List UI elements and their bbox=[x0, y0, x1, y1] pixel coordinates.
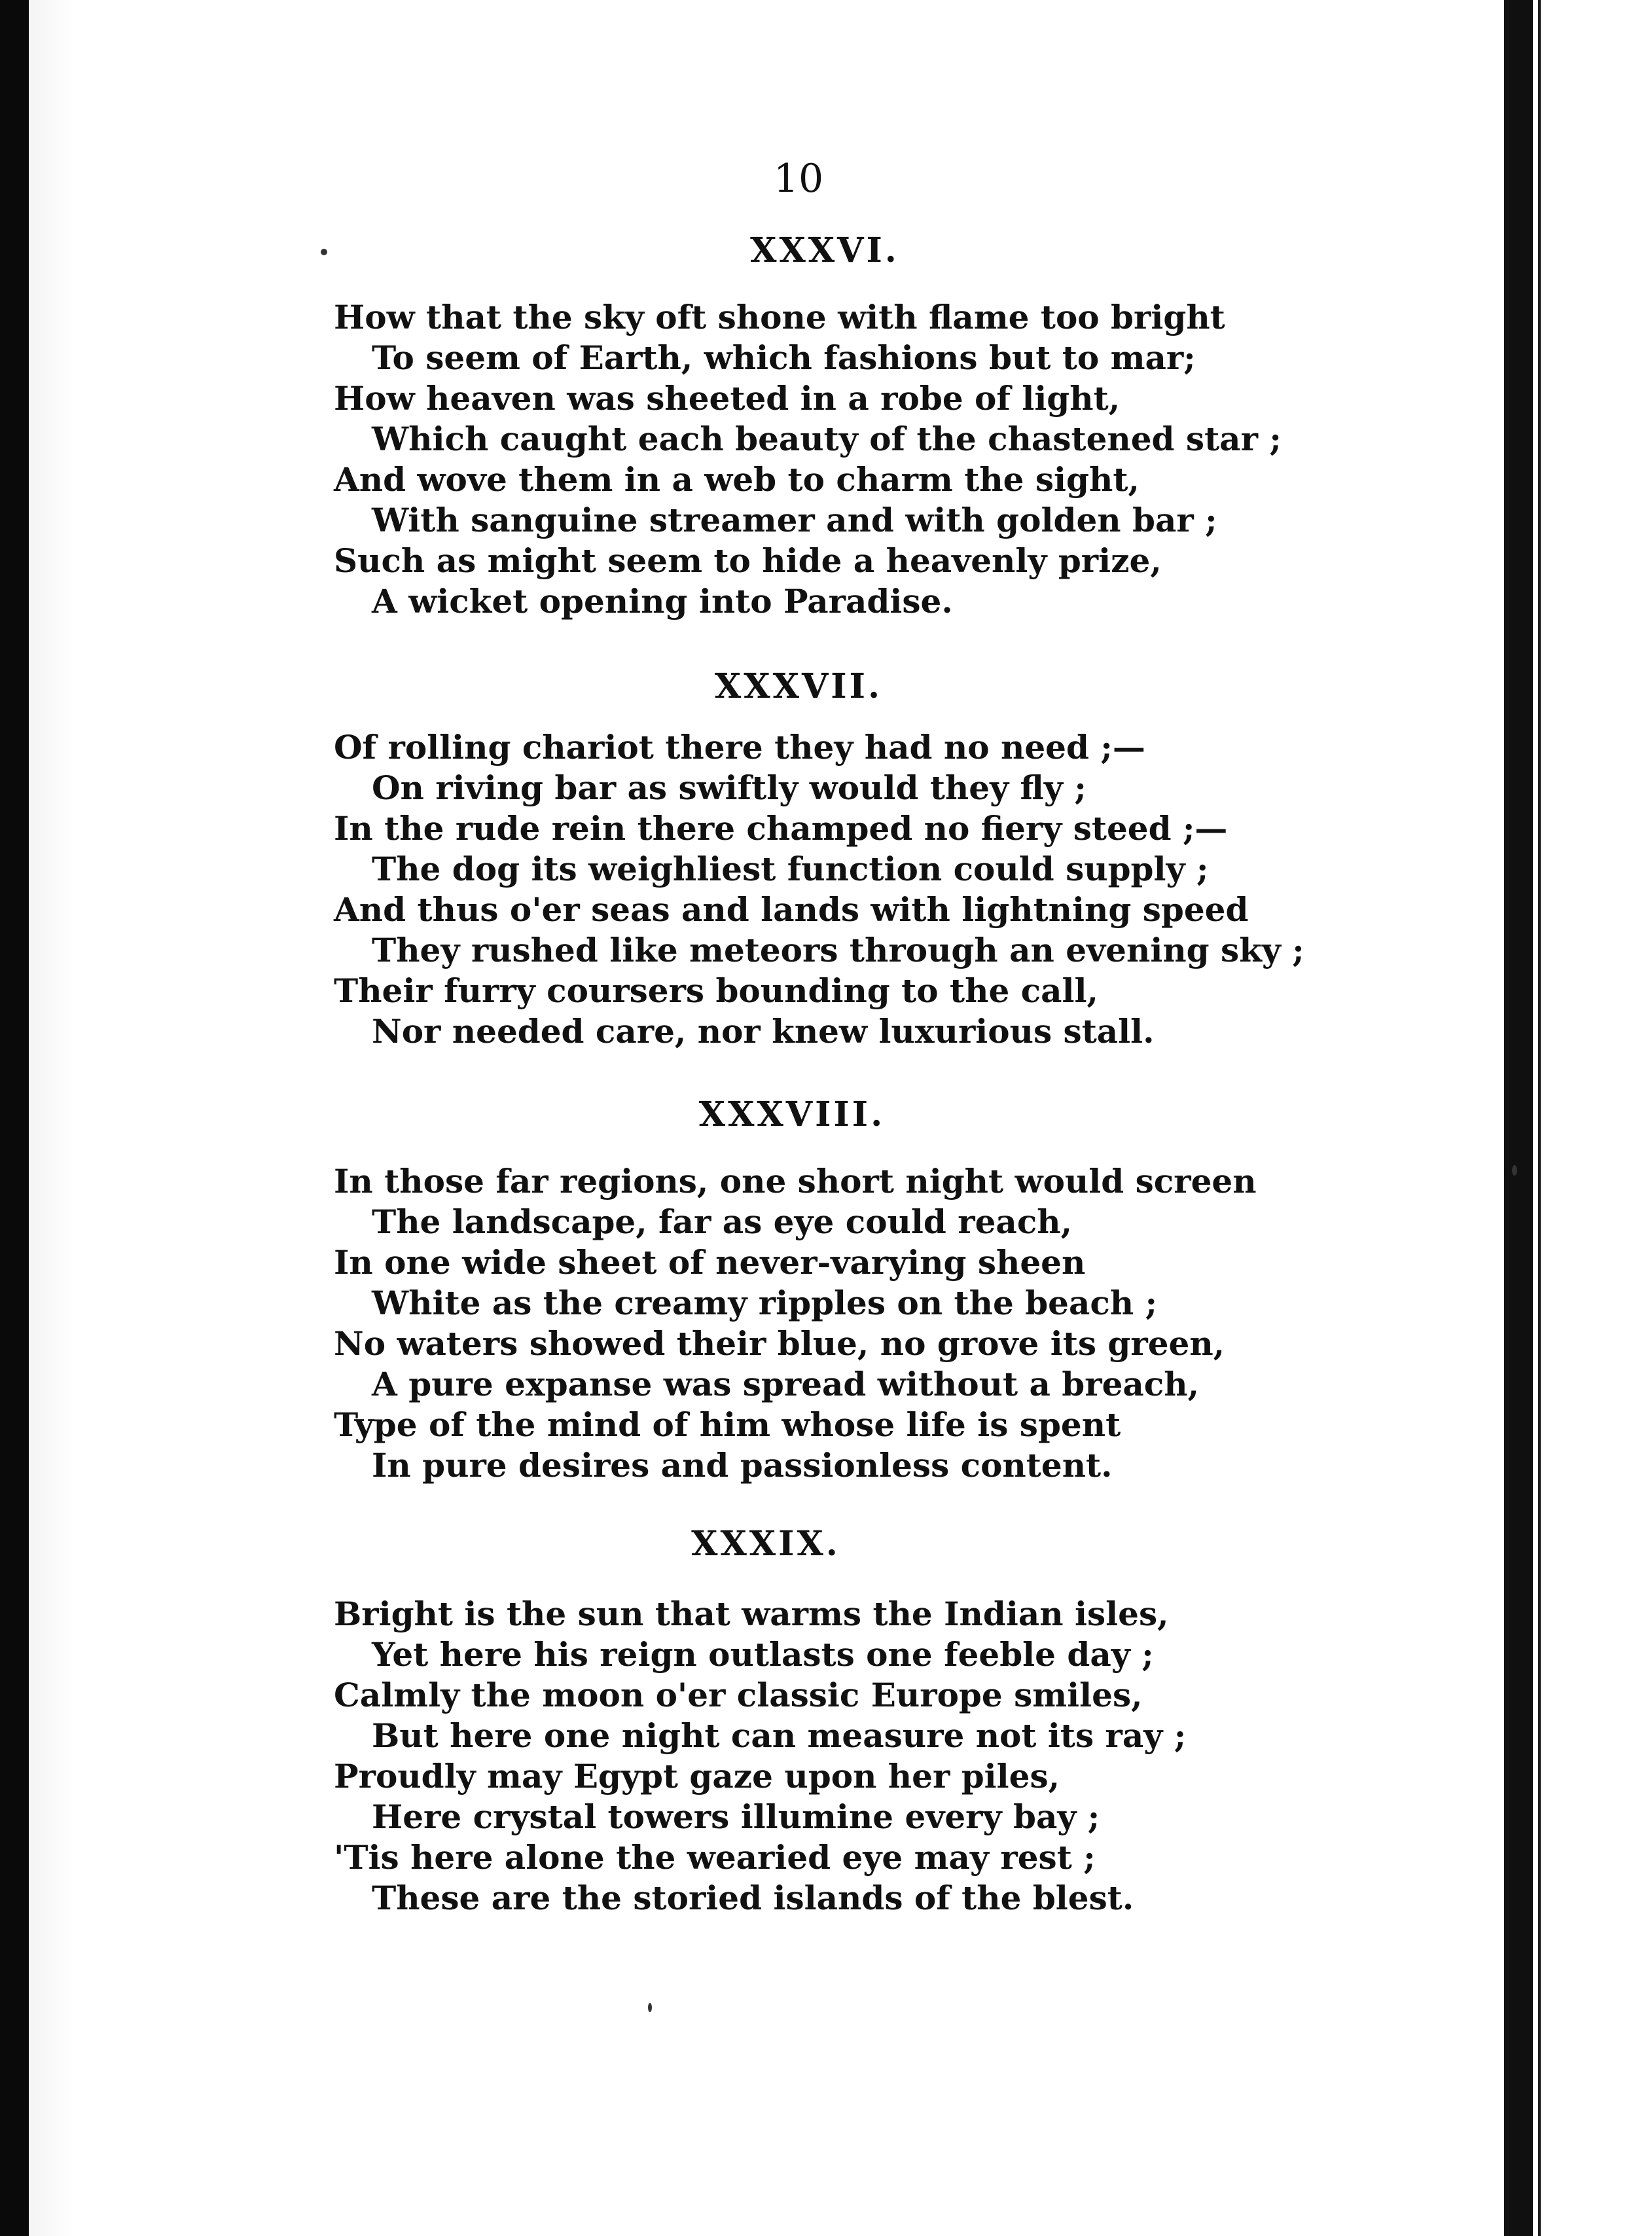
verse-line: In the rude rein there champed no fiery steed ;— bbox=[334, 809, 1228, 848]
verse-line: How heaven was sheeted in a robe of light, bbox=[334, 379, 1121, 418]
verse-line: The dog its weighliest function could supply ; bbox=[372, 850, 1209, 888]
verse-line: To seem of Earth, which fashions but to mar; bbox=[372, 338, 1196, 377]
scan-speck bbox=[648, 2003, 652, 2012]
verse-line: Their furry coursers bounding to the call, bbox=[334, 971, 1098, 1010]
verse-line: They rushed like meteors through an evening sky ; bbox=[372, 931, 1304, 969]
verse-line: A pure expanse was spread without a breach, bbox=[372, 1365, 1200, 1403]
verse-line: White as the creamy ripples on the beach ; bbox=[372, 1284, 1158, 1322]
verse-line: A wicket opening into Paradise. bbox=[372, 582, 953, 621]
verse-line: The landscape, far as eye could reach, bbox=[372, 1202, 1073, 1241]
verse-line: Here crystal towers illumine every bay ; bbox=[372, 1797, 1100, 1836]
verse-line: In those far regions, one short night would screen bbox=[334, 1162, 1257, 1200]
verse-line: And wove them in a web to charm the sight, bbox=[334, 460, 1140, 499]
scan-speck bbox=[321, 249, 327, 255]
verse-line: Proudly may Egypt gaze upon her piles, bbox=[334, 1757, 1060, 1795]
verse-line: Which caught each beauty of the chastened star ; bbox=[372, 420, 1282, 458]
scan-speck bbox=[1512, 1165, 1517, 1176]
verse-line: No waters showed their blue, no grove its green, bbox=[334, 1324, 1225, 1363]
verse-line: 'Tis here alone the wearied eye may rest ; bbox=[334, 1838, 1096, 1877]
stanza-numeral: XXXVII. bbox=[714, 666, 883, 706]
verse-line: Calmly the moon o'er classic Europe smiles, bbox=[334, 1676, 1143, 1714]
verse-line: Of rolling chariot there they had no need ;— bbox=[334, 728, 1145, 766]
verse-line: Type of the mind of him whose life is spent bbox=[334, 1405, 1121, 1444]
verse-line: Nor needed care, nor knew luxurious stall. bbox=[372, 1012, 1155, 1051]
page-number: 10 bbox=[773, 156, 824, 202]
verse-line: And thus o'er seas and lands with lightning speed bbox=[334, 890, 1249, 929]
verse-line: With sanguine streamer and with golden bar ; bbox=[372, 501, 1217, 539]
stanza-numeral: XXXVI. bbox=[750, 230, 899, 270]
stanza-numeral: XXXIX. bbox=[691, 1524, 840, 1564]
verse-line: Bright is the sun that warms the Indian isles, bbox=[334, 1595, 1169, 1633]
verse-line: On riving bar as swiftly would they fly ; bbox=[372, 768, 1086, 807]
verse-line: In one wide sheet of never-varying sheen bbox=[334, 1243, 1086, 1282]
stanza-numeral: XXXVIII. bbox=[698, 1094, 886, 1134]
verse-line: Yet here his reign outlasts one feeble day ; bbox=[372, 1635, 1154, 1674]
verse-line: These are the storied islands of the blest. bbox=[372, 1879, 1134, 1917]
verse-line: Such as might seem to hide a heavenly prize, bbox=[334, 541, 1162, 580]
verse-line: But here one night can measure not its ray ; bbox=[372, 1716, 1187, 1755]
verse-line: In pure desires and passionless content. bbox=[372, 1446, 1113, 1485]
verse-line: How that the sky oft shone with flame too bright bbox=[334, 298, 1225, 336]
